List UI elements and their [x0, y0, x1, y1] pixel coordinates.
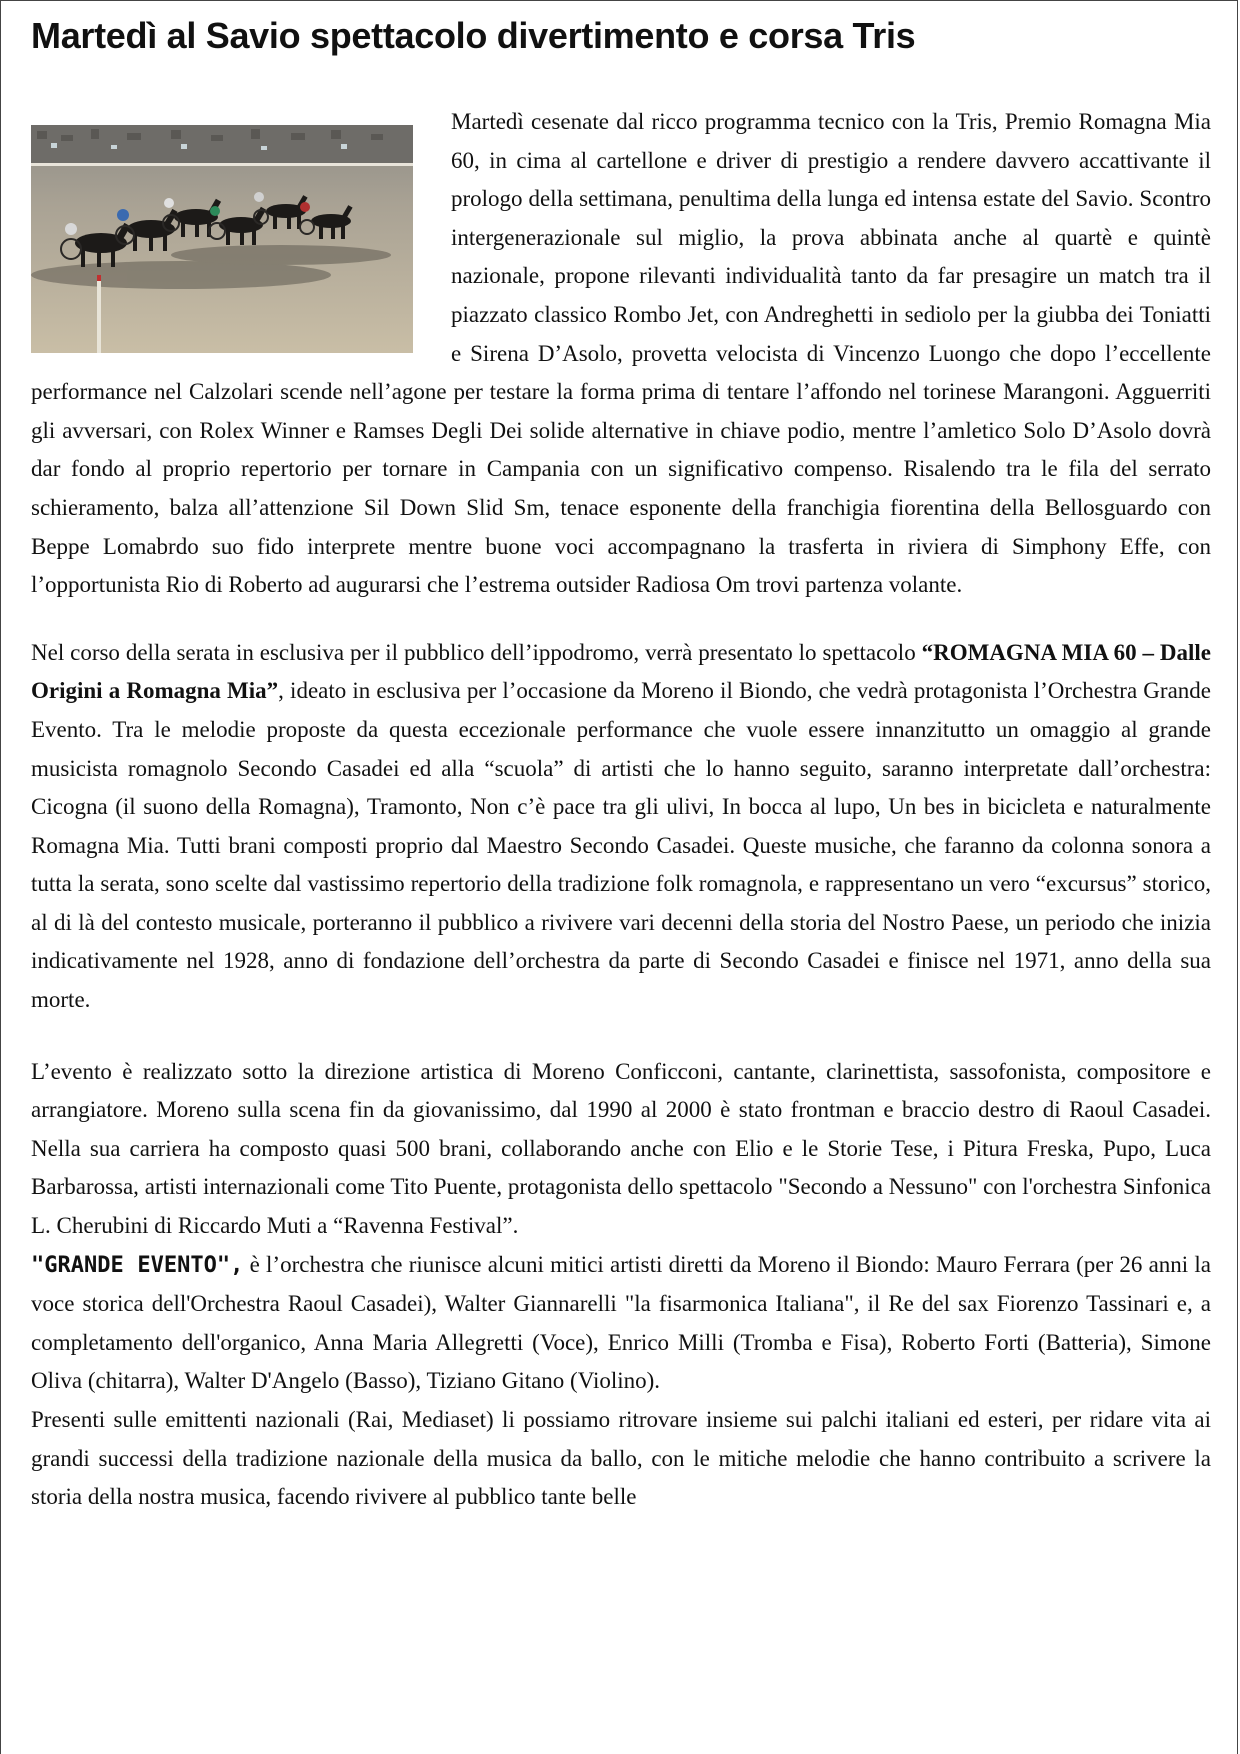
- article-body: [31, 103, 1211, 1517]
- paragraph-show: [31, 634, 1211, 1020]
- paragraph-race: Martedì cesenate dal ricco programma tecnico con la Tris, Premio Romagna Mia 60, in cima al cartellone e driver di prestigio a rendere davvero accattivante il prologo della settimana, penultima della lunga ed intensa estate del Savio. Scontro intergenerazionale sul miglio, la prova abbinata anche al quartè e quintè nazionale, propone rilevanti individualità tanto da far presagire un match tra il piazzato classico Rombo Jet, con Andreghetti in sediolo per la giubba dei Toniatti e Sirena D’Asolo, provetta velocista di Vincenzo Luongo che dopo l’eccellente performance nel Calzolari scende nell’agone per testare la forma prima di tentare l’affondo nel torinese Marangoni. Agguerriti gli avversari, con Rolex Winner e Ramses Degli Dei solide alternative in chiave podio, mentre l’amletico Solo D’Asolo dovrà dar fondo al proprio repertorio per tornare in Campania con un significativo compenso. Risalendo tra le fila del serrato schieramento, balza all’attenzione Sil Down Slid Sm, tenace esponente della franchigia fiorentina della Bellosguardo con Beppe Lomabrdo suo fido interprete mentre buone voci accompagnano la trasferta in riviera di Simphony Effe, con l’opportunista Rio di Roberto ad augurarsi che l’estrema outsider Radiosa Om trovi partenza volante.: [31, 109, 1211, 598]
- paragraph-orchestra: [31, 1246, 1211, 1401]
- paragraph-show-lead: Nel corso della serata in esclusiva per il pubblico dell’ippodromo, verrà presentato lo spettacolo: [31, 639, 922, 665]
- orchestra-name: "GRANDE EVENTO",: [31, 1252, 244, 1278]
- paragraph-show-rest: , ideato in esclusiva per l’occasione da Moreno il Biondo, che vedrà protagonista l’Orchestra Grande Evento. Tra le melodie proposte da questa eccezionale performance che vuole essere innanzitutto un omaggio al grande musicista romagnolo Secondo Casadei ed alla “scuola” di artisti che lo hanno seguito, saranno interpretate dall’orchestra: Cicogna (il suono della Romagna), Tramonto, Non c’è pace tra gli ulivi, In bocca al lupo, Un bes in bicicleta e naturalmente Romagna Mia. Tutti brani composti proprio dal Maestro Secondo Casadei. Queste musiche, che faranno da colonna sonora a tutta la serata, sono scelte dal vastissimo repertorio della tradizione folk romagnola, e rappresentano un vero “excursus” storico, al di là del contesto musicale, porteranno il pubblico a rivivere vari decenni della storia del Nostro Paese, un periodo che inizia indicativamente nel 1928, anno di fondazione dell’orchestra da parte di Secondo Casadei e finisce nel 1971, anno della sua morte.: [31, 678, 1211, 1013]
- paragraph-orchestra-rest: è l’orchestra che riunisce alcuni mitici artisti diretti da Moreno il Biondo: Mauro Ferrara (per 26 anni la voce storica dell'Orchestra Raoul Casadei), Walter Giannarelli "la fisarmonica Italiana", il Re del sax Fiorenzo Tassinari e, a completamento dell'organico, Anna Maria Allegretti (Voce), Enrico Milli (Tromba e Fisa), Roberto Forti (Batteria), Simone Oliva (chitarra), Walter D'Angelo (Basso), Tiziano Gitano (Violino).: [31, 1251, 1212, 1394]
- harness-racing-photo-icon: [31, 125, 413, 353]
- article-headline: Martedì al Savio spettacolo divertimento e corsa Tris: [31, 15, 916, 56]
- paragraph-media: Presenti sulle emittenti nazionali (Rai, Mediaset) li possiamo ritrovare insieme sui palchi italiani ed esteri, per ridare vita ai grandi successi della tradizione nazionale della musica da ballo, con le mitiche melodie che hanno contribuito a scrivere la storia della nostra musica, facendo rivivere al pubblico tante belle: [31, 1407, 1211, 1510]
- harness-racing-photo: [31, 125, 413, 353]
- paragraph-director: L’evento è realizzato sotto la direzione artistica di Moreno Conficconi, cantante, clarinettista, sassofonista, compositore e arrangiatore. Moreno sulla scena fin da giovanissimo, dal 1990 al 2000 è stato frontman e braccio destro di Raoul Casadei. Nella sua carriera ha composto quasi 500 brani, collaborando anche con Elio e le Storie Tese, i Pitura Freska, Pupo, Luca Barbarossa, artisti internazionali come Tito Puente, protagonista dello spettacolo "Secondo a Nessuno" con l'orchestra Sinfonica L. Cherubini di Riccardo Muti a “Ravenna Festival”.: [31, 1058, 1211, 1239]
- show-title: “ROMAGNA MIA 60 – Dalle Origini a Romagna Mia”: [31, 639, 1211, 704]
